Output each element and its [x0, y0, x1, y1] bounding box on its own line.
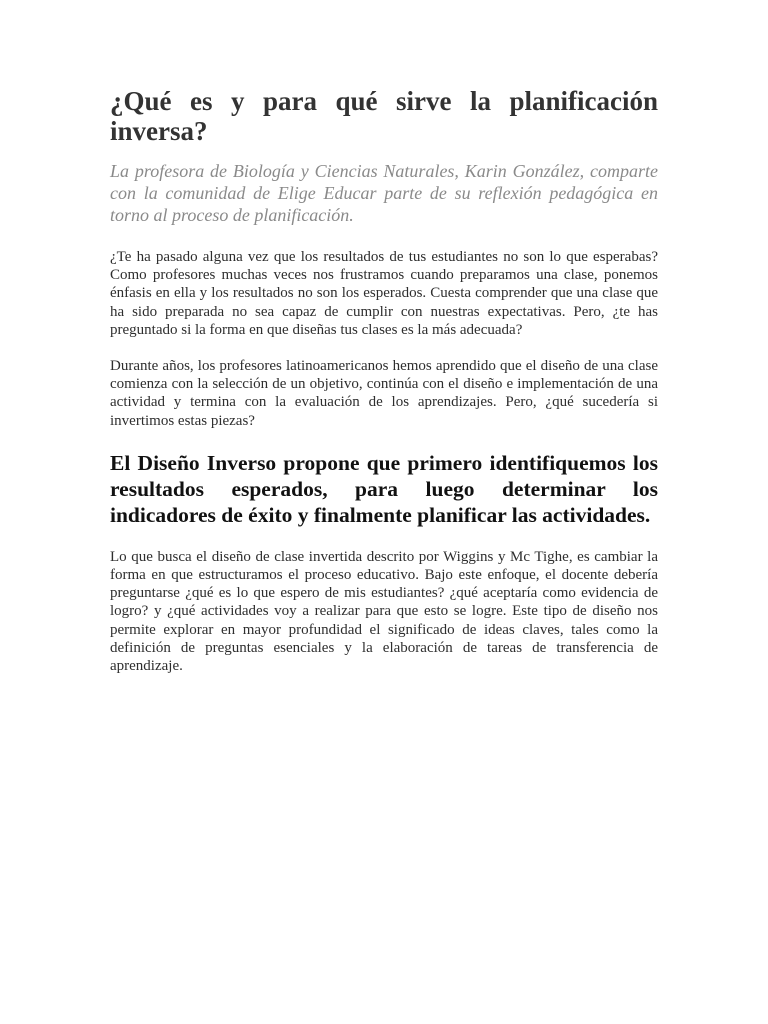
body-paragraph-1: ¿Te ha pasado alguna vez que los resultados de tus estudiantes no son lo que esperabas? Como profesores muchas veces nos frustramos cuando preparamos una clase, ponemos énfasis en ella y los resultados no son los esperados. Cuesta comprender que una clase que ha sido preparada no sea capaz de cumplir con nuestras expectativas. Pero, ¿te has preguntado si la forma en que diseñas tus clases es la más adecuada?: [110, 249, 658, 338]
body-paragraph-3: Lo que busca el diseño de clase invertida descrito por Wiggins y Mc Tighe, es cambiar la forma en que estructuramos el proceso educativo. Bajo este enfoque, el docente debería preguntarse ¿qué es lo que espero de mis estudiantes? ¿qué aceptaría como evidencia de logro? y ¿qué actividades voy a realizar para que esto se logre. Este tipo de diseño nos permite explorar en mayor profundidad el significado de ideas claves, tales como la definición de preguntas esenciales y la elaboración de tareas de transferencia de aprendizaje.: [110, 548, 658, 675]
body-paragraph-2: Durante años, los profesores latinoamericanos hemos aprendido que el diseño de una clase comienza con la selección de un objetivo, continúa con el diseño e implementación de una actividad y termina con la evaluación de los aprendizajes. Pero, ¿qué sucedería si invertimos estas piezas?: [110, 358, 658, 429]
highlight-statement: El Diseño Inverso propone que primero identifiquemos los resultados esperados, para luego determinar los indicadores de éxito y finalmente planificar las actividades.: [110, 450, 658, 527]
article-title: ¿Qué es y para qué sirve la planificación inversa?: [110, 86, 658, 146]
article-subtitle: La profesora de Biología y Ciencias Naturales, Karin González, comparte con la comunidad de Elige Educar parte de su reflexión pedagógica en torno al proceso de planificación.: [110, 161, 658, 225]
document-page: [110, 86, 658, 675]
